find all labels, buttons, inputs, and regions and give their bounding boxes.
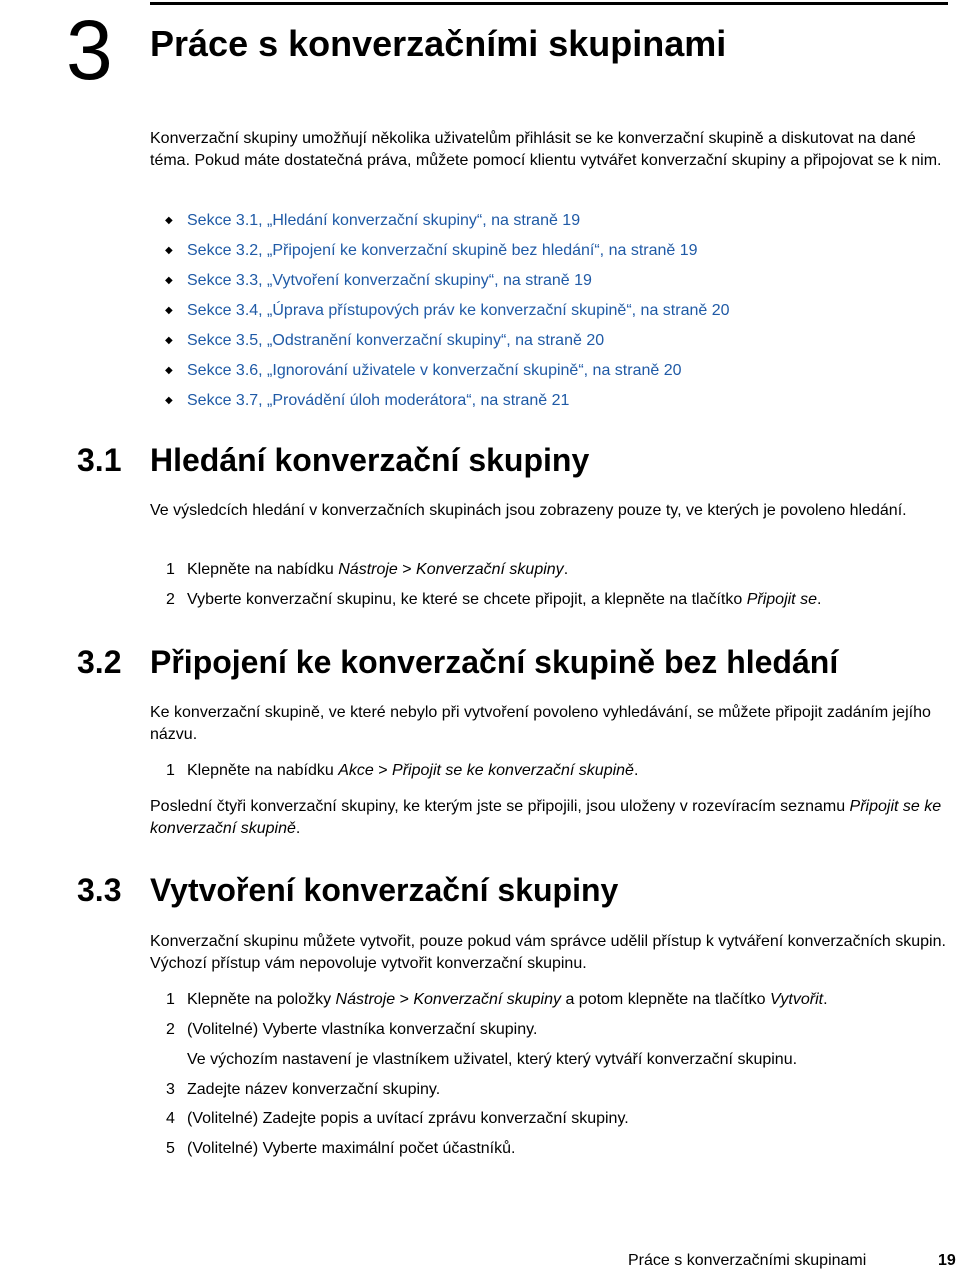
step-text: Zadejte název konverzační skupiny. [187, 1081, 441, 1098]
section-number-3-1: 3.1 [77, 442, 122, 478]
section-intro-3-1: Ve výsledcích hledání v konverzačních skupinách jsou zobrazeny pouze ty, ve kterých je povoleno hledání. [150, 502, 907, 519]
section-number-3-3: 3.3 [77, 872, 122, 908]
step-text: Klepněte na položky Nástroje > Konverzační skupiny a potom klepněte na tlačítko Vytvořit. [187, 991, 828, 1008]
step-number: 5 [166, 1140, 175, 1157]
step-3-3-1 [166, 989, 828, 1011]
step-3-3-3 [166, 1079, 440, 1101]
step-number: 1 [166, 762, 175, 779]
step-3-3-5 [166, 1138, 515, 1160]
diamond-bullet-icon: ◆ [165, 365, 173, 376]
step-text: (Volitelné) Zadejte popis a uvítací zprávu konverzační skupiny. [187, 1110, 629, 1127]
toc-item [165, 296, 730, 326]
section-number-3-2: 3.2 [77, 644, 122, 680]
footer-title: Práce s konverzačními skupinami [628, 1252, 867, 1269]
toc-item [165, 326, 730, 356]
step-number: 2 [166, 1021, 175, 1038]
step-3-1-2 [166, 589, 821, 611]
section-toc [165, 206, 730, 416]
toc-item [165, 386, 730, 416]
section-intro-3-2: Ke konverzační skupině, ve které nebylo při vytvoření povoleno vyhledávání, se můžete připojit zadáním jejího názvu. [150, 704, 931, 743]
chapter-number: 3 [66, 3, 113, 97]
toc-item [165, 206, 730, 236]
step-text: Klepněte na nabídku Nástroje > Konverzační skupiny. [187, 561, 569, 578]
step-3-3-2-note: Ve výchozím nastavení je vlastníkem uživatel, který který vytváří konverzační skupinu. [187, 1051, 798, 1068]
diamond-bullet-icon: ◆ [165, 305, 173, 316]
toc-link-3-3[interactable]: Sekce 3.3, „Vytvoření konverzační skupiny“, na straně 19 [187, 272, 592, 289]
toc-link-3-1[interactable]: Sekce 3.1, „Hledání konverzační skupiny“, na straně 19 [187, 212, 581, 229]
toc-link-3-5[interactable]: Sekce 3.5, „Odstranění konverzační skupiny“, na straně 20 [187, 332, 605, 349]
section-title-3-2: Připojení ke konverzační skupině bez hledání [150, 644, 839, 680]
chapter-intro: Konverzační skupiny umožňují několika uživatelům přihlásit se ke konverzační skupině a diskutovat na dané téma. Pokud máte dostatečná práva, můžete pomocí klientu vytvářet konverzační skupiny a připojovat se k nim. [150, 130, 942, 169]
toc-link-3-4[interactable]: Sekce 3.4, „Úprava přístupových práv ke konverzační skupině“, na straně 20 [187, 302, 730, 319]
top-rule [150, 2, 948, 5]
step-text: Vyberte konverzační skupinu, ke které se chcete připojit, a klepněte na tlačítko Připojit se. [187, 591, 822, 608]
toc-link-3-2[interactable]: Sekce 3.2, „Připojení ke konverzační skupině bez hledání“, na straně 19 [187, 242, 698, 259]
toc-link-3-6[interactable]: Sekce 3.6, „Ignorování uživatele v konverzační skupině“, na straně 20 [187, 362, 682, 379]
section-intro-3-3: Konverzační skupinu můžete vytvořit, pouze pokud vám správce udělil přístup k vytváření konverzačních skupin. Výchozí přístup vám nepovoluje vytvořit konverzační skupinu. [150, 933, 946, 972]
toc-item [165, 236, 730, 266]
step-number: 1 [166, 561, 175, 578]
step-number: 1 [166, 991, 175, 1008]
step-text: Klepněte na nabídku Akce > Připojit se ke konverzační skupině. [187, 762, 639, 779]
step-number: 3 [166, 1081, 175, 1098]
toc-item [165, 356, 730, 386]
step-number: 4 [166, 1110, 175, 1127]
diamond-bullet-icon: ◆ [165, 395, 173, 406]
diamond-bullet-icon: ◆ [165, 245, 173, 256]
toc-link-3-7[interactable]: Sekce 3.7, „Provádění úloh moderátora“, na straně 21 [187, 392, 570, 409]
diamond-bullet-icon: ◆ [165, 275, 173, 286]
step-3-1-1 [166, 559, 568, 581]
page-number: 19 [938, 1252, 956, 1269]
step-number: 2 [166, 591, 175, 608]
chapter-title: Práce s konverzačními skupinami [150, 23, 727, 64]
section-title-3-3: Vytvoření konverzační skupiny [150, 872, 619, 908]
step-3-3-2 [166, 1019, 537, 1041]
step-3-2-1 [166, 760, 638, 782]
diamond-bullet-icon: ◆ [165, 215, 173, 226]
step-3-3-4 [166, 1108, 629, 1130]
step-text: (Volitelné) Vyberte maximální počet účastníků. [187, 1140, 516, 1157]
toc-item [165, 266, 730, 296]
section-title-3-1: Hledání konverzační skupiny [150, 442, 590, 478]
diamond-bullet-icon: ◆ [165, 335, 173, 346]
step-text: (Volitelné) Vyberte vlastníka konverzační skupiny. [187, 1021, 538, 1038]
section-note-3-2: Poslední čtyři konverzační skupiny, ke kterým jste se připojili, jsou uloženy v rozevíracím seznamu Připojit se ke konverzační skupině. [150, 798, 942, 837]
